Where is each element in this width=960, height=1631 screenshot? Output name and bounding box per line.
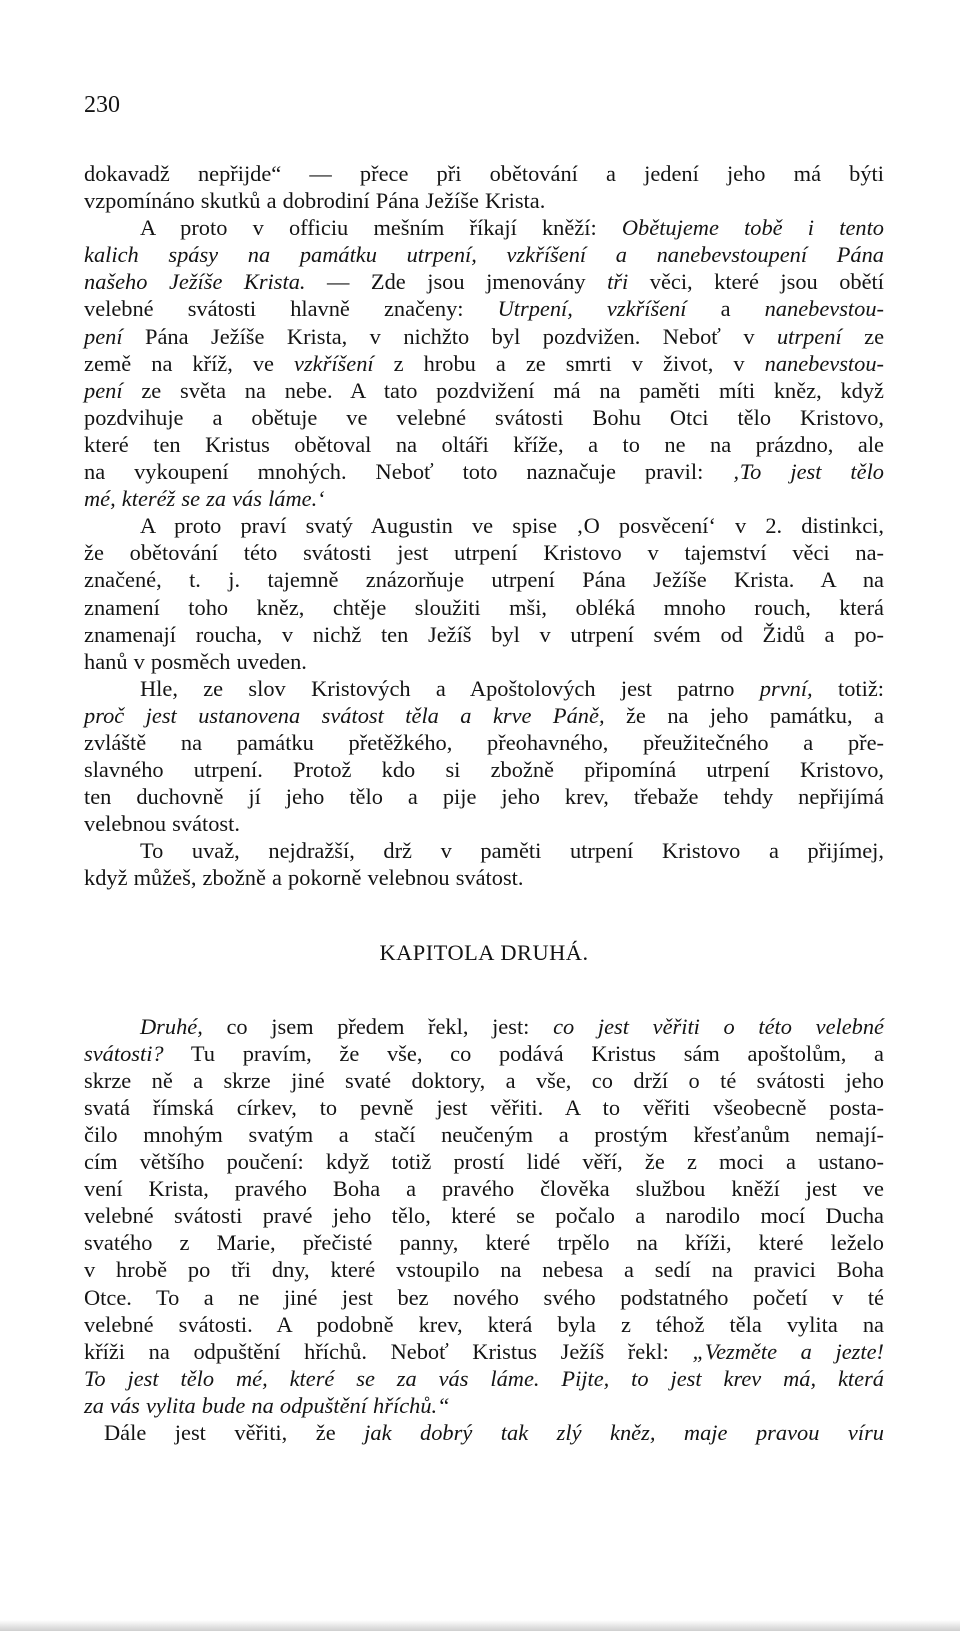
text-line: dokavadž nepřijde“ — přece při obětování a jedení jeho má býti: [84, 161, 884, 186]
text-line: skrze ně a skrze jiné svaté doktory, a vše, co drží o té svátosti jeho: [84, 1067, 884, 1093]
text-line: A proto v officiu mešním říkají kněží: Obětujeme tobě i tento: [140, 215, 884, 241]
text-line: proč jest ustanovena svátost těla a krve Páně, že na jeho památku, a: [84, 702, 884, 728]
text-line: velebné svátosti. A podobně krev, která byla z téhož těla vylita na: [84, 1311, 884, 1337]
text-line: když můžeš, zbožně a pokorně velebnou svátost.: [84, 865, 524, 891]
text-line: velebnou svátost.: [84, 811, 240, 837]
text-line: Otce. To a ne jiné jest bez nového svého podstatného početí v té: [84, 1284, 884, 1310]
text-line: čilo mnohým svatým a stačí neučeným a prostým křesťanům nemají-: [84, 1122, 884, 1147]
text-line: velebné svátosti pravé jeho tělo, které se počalo a narodilo mocí Ducha: [84, 1203, 884, 1229]
text-line: vení Krista, pravého Boha a pravého člověka službou kněží jest ve: [84, 1176, 884, 1202]
body-text: [84, 160, 884, 1446]
text-line: pení Pána Ježíše Krista, v nichžto byl pozdvižen. Neboť v utrpení ze: [84, 323, 885, 349]
text-line: značené, t. j. tajemně znázorňuje utrpení Pána Ježíše Krista. A na: [84, 567, 884, 593]
text-line: za vás vylita bude na odpuštění hříchů.“: [84, 1392, 450, 1418]
text-line: pozdvihuje a obětuje ve velebné svátosti Bohu Otci tělo Kristovo,: [84, 404, 884, 430]
text-line: cím většího poučení: když totiž prostí lidé věří, že z moci a ustano-: [84, 1149, 884, 1175]
text-line: ten duchovně jí jeho tělo a pije jeho krev, třebaže tehdy nepřijímá: [84, 784, 884, 810]
text-line: na vykoupení mnohých. Neboť toto naznačuje pravil: ‚To jest tělo: [84, 459, 884, 485]
text-line: slavného utrpení. Protož kdo si zbožně připomíná utrpení Kristovo,: [84, 757, 884, 783]
text-line: kalich spásy na památku utrpení, vzkříšení a nanebevstoupení Pána: [84, 242, 884, 268]
text-line: svátosti? Tu pravím, že vše, co podává Kristus sám apoštolům, a: [84, 1040, 884, 1066]
text-line: To jest tělo mé, které se za vás láme. Pijte, to jest krev má, která: [84, 1365, 884, 1391]
text-line: To uvaž, nejdražší, drž v paměti utrpení Kristovo a přijímej,: [140, 838, 884, 864]
text-line: Dále jest věřiti, že jak dobrý tak zlý kněz, maje pravou víru: [104, 1420, 884, 1446]
text-line: znamenají roucha, v nichž ten Ježíš byl v utrpení svém od Židů a po-: [84, 621, 884, 647]
text-line: A proto praví svatý Augustin ve spise ‚O posvěcení‘ v 2. distinkci,: [140, 513, 884, 539]
text-line: mé, kteréž se za vás láme.‘: [84, 486, 325, 512]
scan-edge-shadow: [0, 1620, 960, 1631]
text-line: v hrobě po tři dny, které vstoupilo na nebesa a sedí na pravici Boha: [84, 1257, 884, 1283]
text-line: že obětování této svátosti jest utrpení Kristovo v tajemství věci na-: [84, 540, 884, 566]
text-line: velebné svátosti hlavně značeny: Utrpení, vzkříšení a nanebevstou-: [84, 296, 884, 322]
text-line: které ten Kristus obětoval na oltáři kříže, a to ne na prázdno, ale: [84, 431, 884, 457]
text-line: Hle, ze slov Kristových a Apoštolových jest patrno první, totiž:: [140, 675, 884, 701]
text-line: našeho Ježíše Krista. — Zde jsou jmenovány tři věci, které jsou obětí: [84, 269, 885, 295]
text-line: svatá římská církev, to pevně jest věřiti. A to věřiti všeobecně posta-: [84, 1094, 884, 1120]
text-line: znamení toho kněz, chtěje sloužiti mši, obléká mnoho rouch, která: [84, 594, 884, 620]
text-line: svatého z Marie, přečisté panny, které trpělo na kříži, které leželo: [84, 1230, 884, 1256]
text-line: vzpomínáno skutků a dobrodiní Pána Ježíše Krista.: [84, 188, 546, 214]
text-line: kříži na odpuštění hříchů. Neboť Kristus Ježíš řekl: „Vezměte a jezte!: [84, 1338, 884, 1364]
text-line: země na kříž, ve vzkříšení z hrobu a ze smrti v život, v nanebevstou-: [84, 350, 885, 376]
text-line: pení ze světa na nebe. A tato pozdvižení má na paměti míti kněz, když: [84, 377, 884, 403]
text-line: Druhé, co jsem předem řekl, jest: co jest věřiti o této velebné: [140, 1013, 884, 1039]
text-line: zvláště na památku přetěžkého, přeohavného, přeužitečného a pře-: [84, 729, 884, 755]
chapter-heading: KAPITOLA DRUHÁ.: [379, 939, 589, 965]
page-number: 230: [84, 92, 120, 118]
text-line: hanů v posměch uveden.: [84, 648, 307, 674]
